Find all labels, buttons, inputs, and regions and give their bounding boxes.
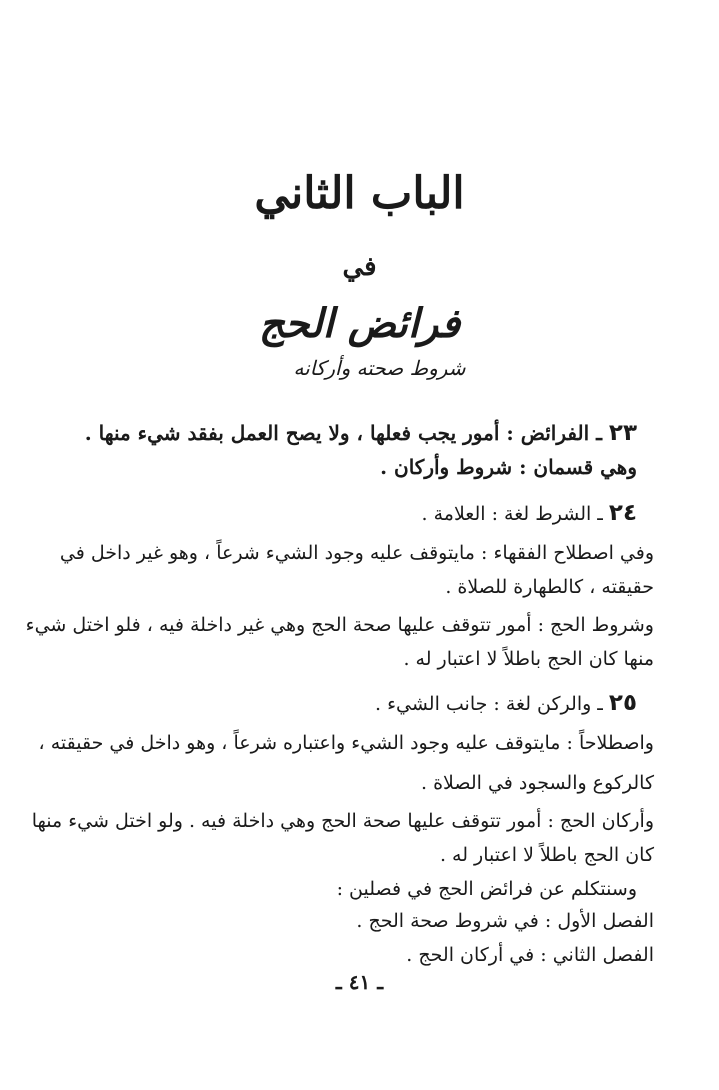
paragraph-25-line-1 (100, 688, 637, 719)
paragraph-25-line-5: كان الحج باطلاً لا اعتبار له . (439, 844, 654, 866)
paragraph-25-line-4: وأركان الحج : أمور تتوقف عليها صحة الحج وهي داخلة فيه . ولو اختل شيء منها (31, 810, 654, 832)
page-number: ـ ٤١ ـ (335, 970, 384, 994)
paragraph-number-25: ٢٥ (608, 690, 637, 716)
paragraph-23-line-2: وهي قسمان : شروط وأركان . (380, 455, 637, 479)
paragraph-24-text: ـ الشرط لغة : العلامة . (421, 503, 603, 525)
section-title: فرائض الحج (258, 300, 461, 347)
section-subtitle: شروط صحته وأركانه (293, 356, 466, 380)
paragraph-number-24: ٢٤ (608, 500, 637, 526)
paragraph-number-23: ٢٣ (608, 420, 637, 446)
closing-line-2: الفصل الأول : في شروط صحة الحج . (356, 910, 654, 932)
paragraph-25-text: ـ والركن لغة : جانب الشيء . (374, 693, 603, 715)
closing-line-1: وسنتكلم عن فرائض الحج في فصلين : (336, 878, 637, 900)
paragraph-24-line-1 (100, 498, 637, 529)
paragraph-24-line-3: حقيقته ، كالطهارة للصلاة . (445, 576, 654, 598)
closing-line-3: الفصل الثاني : في أركان الحج . (406, 944, 654, 966)
paragraph-24-line-5: منها كان الحج باطلاً لا اعتبار له . (403, 648, 654, 670)
title-preposition: في (342, 252, 377, 282)
chapter-title: الباب الثاني (254, 168, 465, 219)
paragraph-25-line-3: كالركوع والسجود في الصلاة . (421, 772, 654, 794)
paragraph-25-line-2: واصطلاحاً : مايتوقف عليه وجود الشيء واعتباره شرعاً ، وهو داخل في حقيقته ، (38, 732, 654, 754)
paragraph-24-line-2: وفي اصطلاح الفقهاء : مايتوقف عليه وجود الشيء شرعاً ، وهو غير داخل في (59, 542, 654, 564)
paragraph-24-line-4: وشروط الحج : أمور تتوقف عليها صحة الحج وهي غير داخلة فيه ، فلو اختل شيء (25, 614, 654, 636)
paragraph-23-text: ـ الفرائض : أمور يجب فعلها ، ولا يصح العمل بفقد شيء منها . (84, 421, 602, 445)
paragraph-23-line-1 (84, 418, 637, 448)
